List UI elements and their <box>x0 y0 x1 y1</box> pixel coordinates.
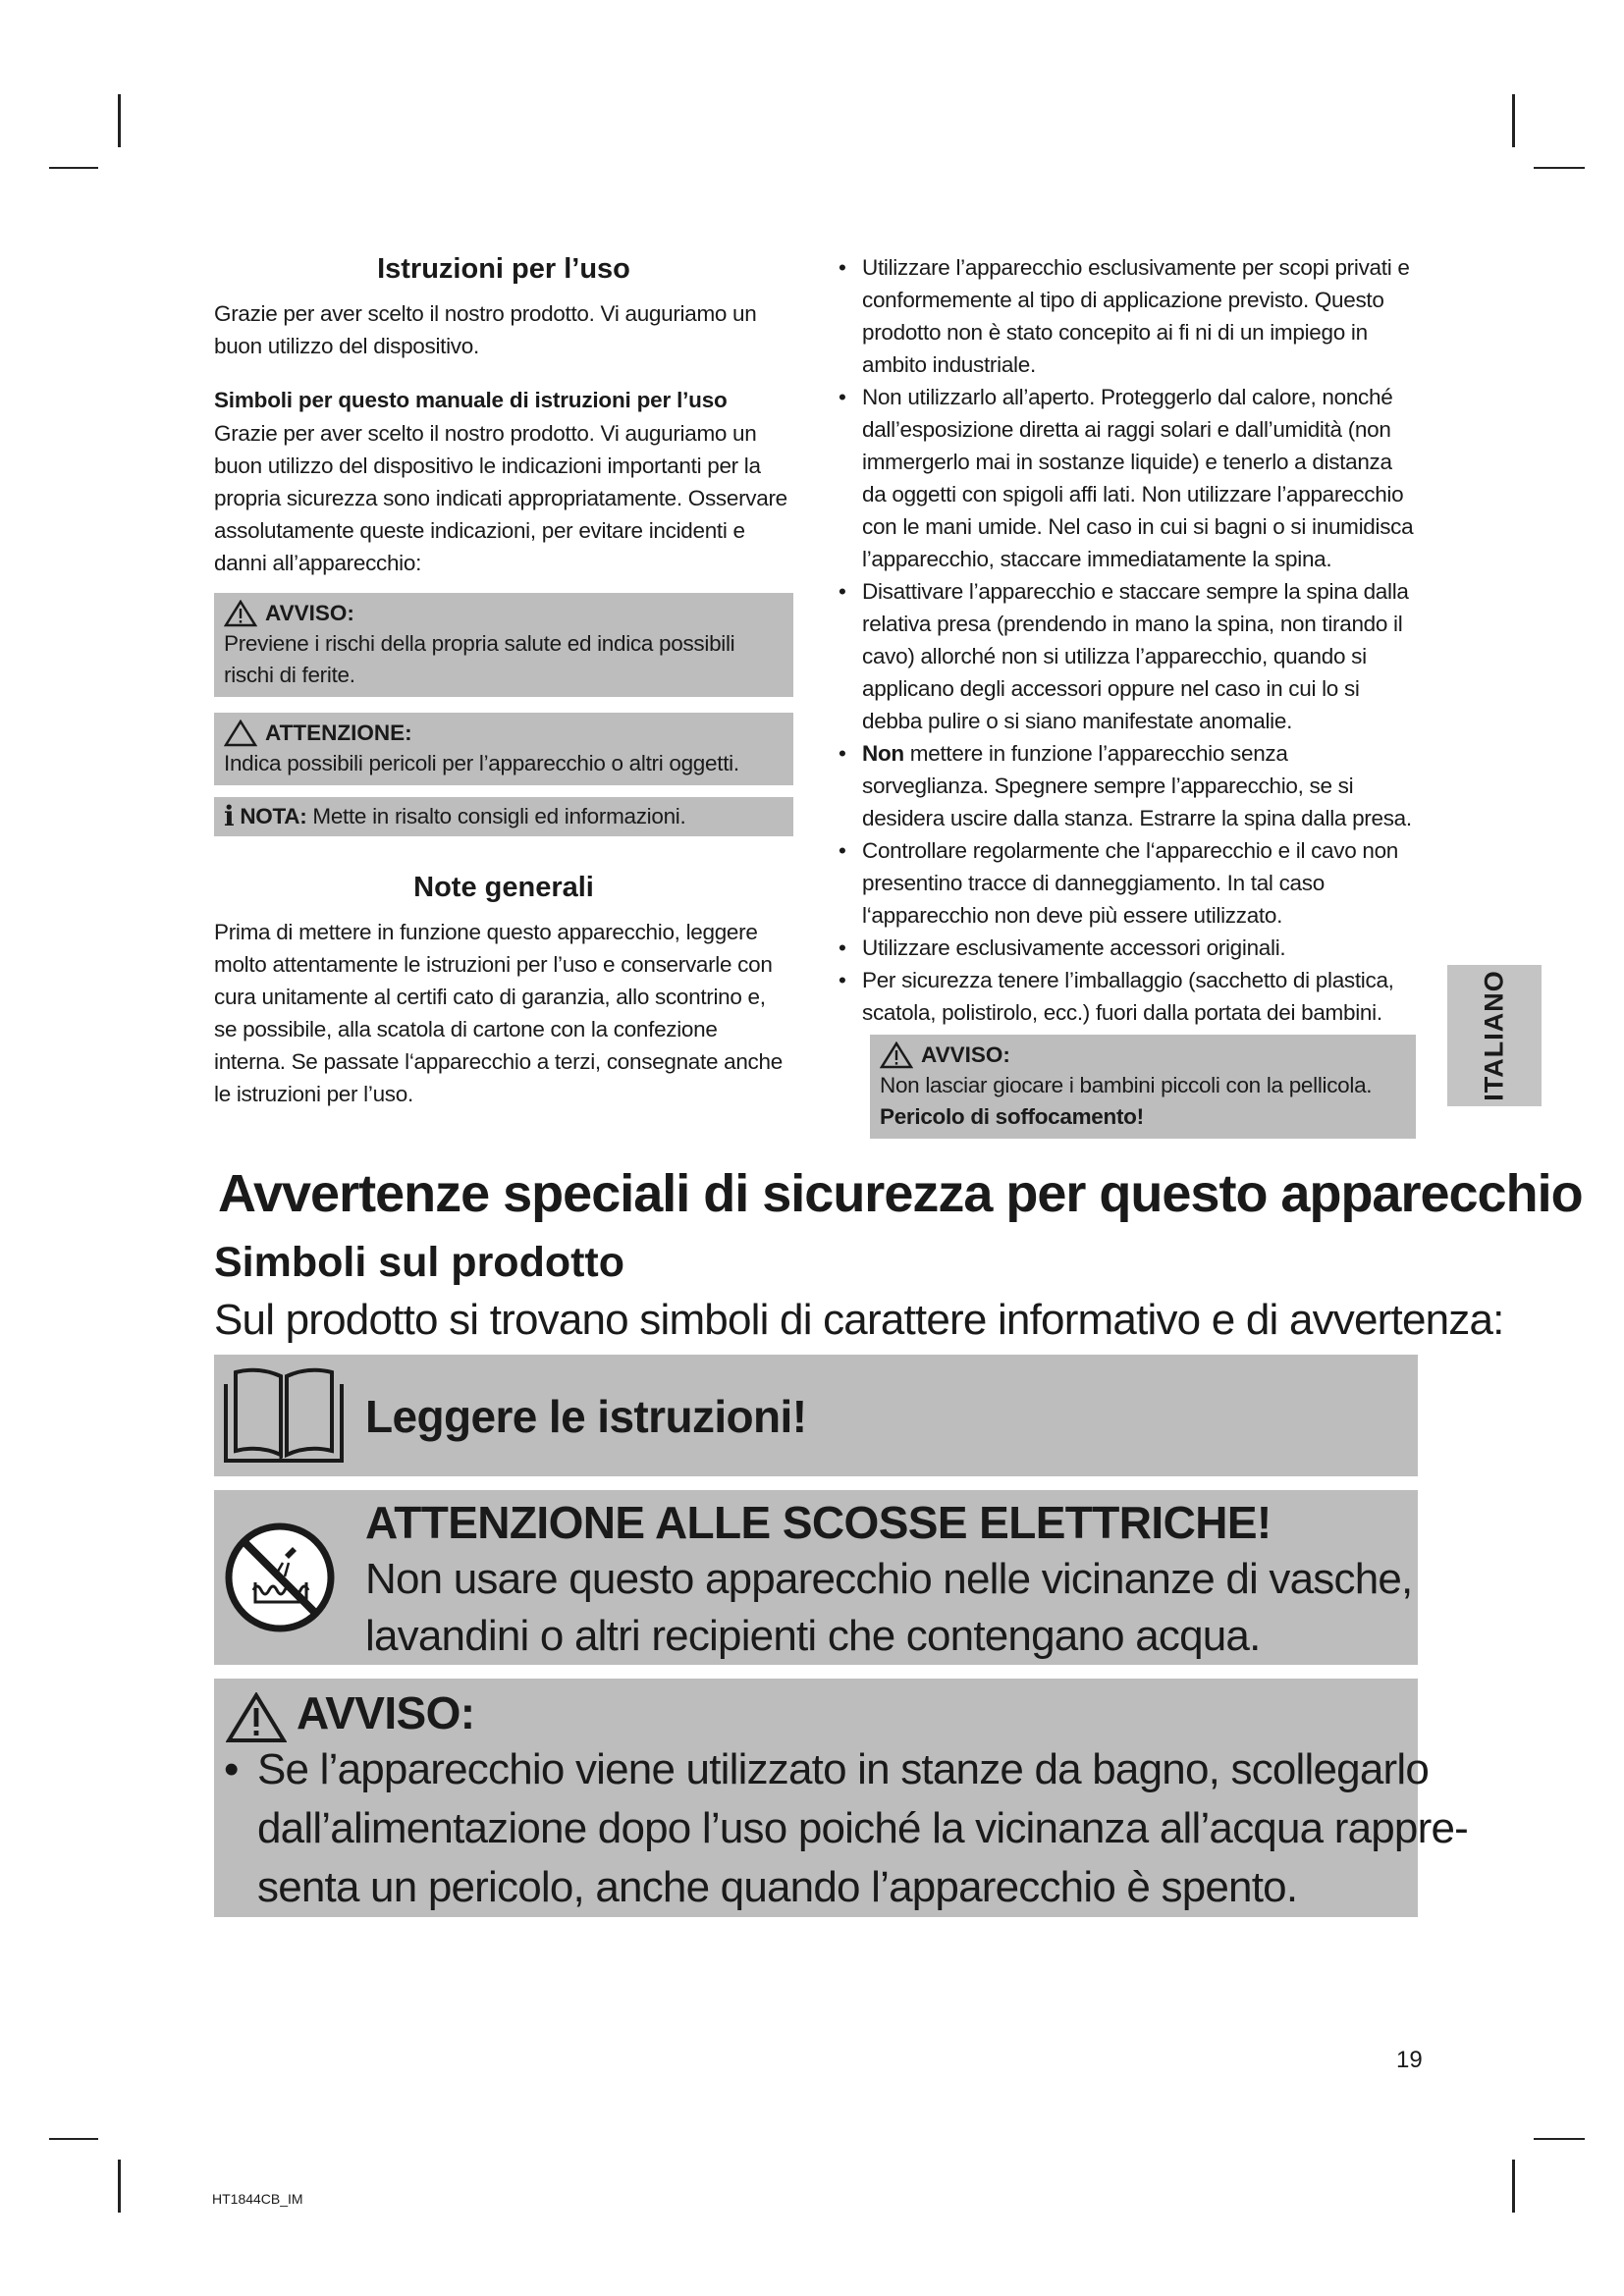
nota-box <box>214 797 793 836</box>
crop-mark <box>118 94 121 147</box>
avviso-text: Previene i rischi della propria salute ed indica possibili rischi di ferite. <box>224 631 735 687</box>
product-symbols-heading: Simboli sul prodotto <box>214 1239 625 1286</box>
crop-mark <box>49 2138 98 2140</box>
general-paragraph: Prima di mettere in funzione questo apparecchio, leggere molto attentamente le istruzioni per l’uso e conservarle con cura unitamente al certifi cato di garanzia, allo scontrino e, se possibile, alla scatola di cartone con la confezione interna. Se passate l‘apparecchio a terzi, consegnate anche le istruzioni per l’uso. <box>214 920 783 1106</box>
bathroom-warning-line2: dall’alimentazione dopo l’uso poiché la vicinanza all’acqua rappre- <box>257 1804 1468 1852</box>
avviso-label: AVVISO: <box>921 1042 1010 1067</box>
bathroom-warning-heading: AVVISO: <box>297 1687 475 1738</box>
list-item-text: mettere in funzione l’apparecchio senza sorveglianza. Spegnere sempre l’apparecchio, se si desidera uscire dalla stanza. Estrarre la spina dalla presa. <box>862 741 1412 830</box>
bathroom-warning-box <box>214 1679 1468 1917</box>
list-item: • Utilizzare l’apparecchio esclusivamente per scopi privati e conformemente al tipo di applicazione previsto. Questo prodotto non è stato concepito ai fi ni di un impiego in ambito industriale. <box>837 251 1416 381</box>
special-warnings-title: Avvertenze speciali di sicurezza per questo apparecchio <box>218 1164 1583 1223</box>
electric-shock-line2: lavandini o altri recipienti che contengano acqua. <box>365 1612 1261 1660</box>
warning-triangle-icon <box>880 1041 913 1069</box>
crop-mark <box>1534 2138 1585 2140</box>
list-item: • Disattivare l’apparecchio e staccare sempre la spina dalla relativa presa (prendendo in mano la spina, non tirando il cavo) allorché non si utilizza l’apparecchio, quando si applicano degli accessori oppure nel caso in cui lo si debba pulire o si siano manifestate anomalie. <box>837 575 1416 737</box>
book-icon <box>218 1364 350 1470</box>
attenzione-text: Indica possibili pericoli per l’apparecchio o altri oggetti. <box>224 751 739 775</box>
avviso-box <box>214 593 793 697</box>
bathroom-warning-line3: senta un pericolo, anche quando l’apparecchio è spento. <box>257 1863 1298 1911</box>
electric-shock-heading: ATTENZIONE ALLE SCOSSE ELETTRICHE! <box>365 1497 1272 1548</box>
avviso-box-right <box>870 1035 1416 1139</box>
crop-mark <box>1512 94 1515 147</box>
read-instructions-text: Leggere le istruzioni! <box>365 1391 807 1442</box>
list-item: • Per sicurezza tenere l’imballaggio (sacchetto di plastica, scatola, polistirolo, ecc.) fuori dalla portata dei bambini. <box>837 964 1416 1029</box>
nota-text: Mette in risalto consigli ed informazioni. <box>312 804 686 828</box>
bold-non: Non <box>862 741 904 766</box>
list-item <box>837 737 1416 834</box>
warning-triangle-icon <box>226 1692 287 1743</box>
product-symbols-text: Sul prodotto si trovano simboli di carattere informativo e di avvertenza: <box>214 1296 1504 1344</box>
language-tab <box>1447 965 1542 1106</box>
avviso-bold-text: Pericolo di soffocamento! <box>880 1104 1144 1129</box>
symbols-paragraph: Grazie per aver scelto il nostro prodotto. Vi auguriamo un buon utilizzo del dispositivo le indicazioni importanti per la propria sicurezza sono indicati appropriatamente. Osservare assolutamente queste indicazioni, per evitare incidenti e danni all’apparecchio: <box>214 421 787 575</box>
list-item: • Non utilizzarlo all’aperto. Proteggerlo dal calore, nonché dall’esposizione diretta ai raggi solari e dall’umidità (non immergerlo mai in sostanze liquide) e tenerlo a distanza da oggetti con spigoli affi lati. Non utilizzare l’apparecchio con le mani umide. Nel caso in cui si bagni o si inumidisca l’apparecchio, staccare immediatamente la spina. <box>837 381 1416 575</box>
nota-label: NOTA: <box>240 804 307 828</box>
info-icon: i <box>224 800 235 832</box>
electric-shock-line1: Non usare questo apparecchio nelle vicinanze di vasche, <box>365 1555 1413 1603</box>
language-label: ITALIANO <box>1479 970 1509 1101</box>
bullet-dot: • <box>224 1745 239 1793</box>
crop-mark <box>118 2160 121 2213</box>
section-title-instructions: Istruzioni per l’uso <box>377 253 630 285</box>
section-title-general: Note generali <box>413 872 594 903</box>
list-item: • Controllare regolarmente che l‘apparecchio e il cavo non presentino tracce di danneggiamento. In tal caso l‘apparecchio non deve più essere utilizzato. <box>837 834 1416 932</box>
intro-paragraph: Grazie per aver scelto il nostro prodotto. Vi auguriamo un buon utilizzo del dispositivo. <box>214 301 757 358</box>
warning-triangle-icon <box>224 600 257 627</box>
list-item: • Utilizzare esclusivamente accessori originali. <box>837 932 1416 964</box>
footer-code: HT1844CB_IM <box>212 2191 303 2207</box>
symbols-heading: Simboli per questo manuale di istruzioni per l’uso <box>214 388 728 412</box>
avviso-text: Non lasciar giocare i bambini piccoli con la pellicola. <box>880 1073 1373 1097</box>
bathroom-warning-line1: Se l’apparecchio viene utilizzato in stanze da bagno, scollegarlo <box>257 1745 1429 1793</box>
crop-mark <box>1534 167 1585 169</box>
right-column <box>837 251 1416 1139</box>
attenzione-box <box>214 713 793 785</box>
left-column <box>214 253 793 1110</box>
crop-mark <box>49 167 98 169</box>
no-water-icon <box>224 1522 336 1633</box>
safety-list <box>837 251 1416 1029</box>
caution-triangle-icon <box>224 720 257 747</box>
read-instructions-box <box>214 1355 1418 1476</box>
page-number: 19 <box>1396 2047 1423 2073</box>
avviso-label: AVVISO: <box>265 601 354 625</box>
electric-shock-box <box>214 1490 1418 1665</box>
attenzione-label: ATTENZIONE: <box>265 721 412 745</box>
crop-mark <box>1512 2160 1515 2213</box>
